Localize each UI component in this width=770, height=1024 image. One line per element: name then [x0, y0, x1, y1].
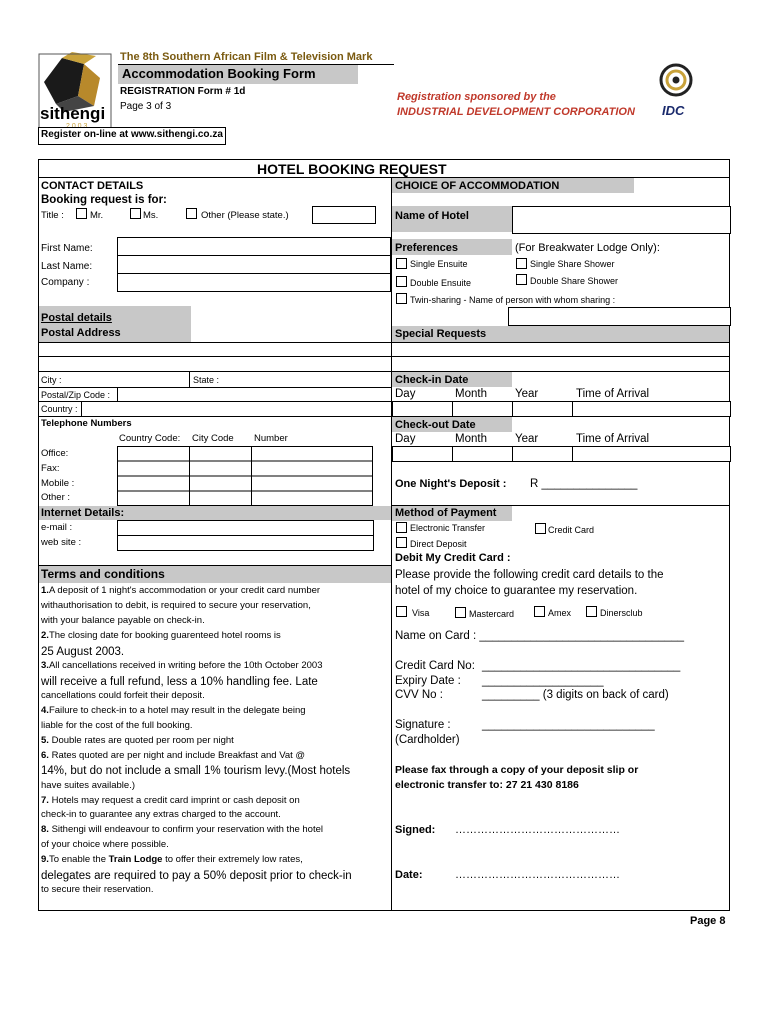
last-name-input[interactable]	[117, 255, 391, 274]
checkin-day: Day	[395, 388, 416, 400]
terms-line-text: of your choice where possible.	[41, 839, 169, 851]
terms-line	[41, 870, 352, 883]
terms-line-number: 5.	[41, 734, 49, 746]
checkin-label: Check-in Date	[395, 374, 469, 386]
checkin-year: Year	[515, 388, 539, 400]
company-label: Company :	[41, 277, 90, 288]
form-title: Accommodation Booking Form	[122, 66, 316, 81]
terms-line	[41, 721, 193, 732]
electronic-checkbox[interactable]	[396, 522, 407, 533]
signature-label: Signature :	[395, 719, 451, 731]
diners-label: Dinersclub	[600, 608, 643, 618]
checkin-time: Time of Arrival	[576, 388, 650, 400]
country-row-rule	[39, 416, 391, 417]
cvv-label: CVV No :	[395, 689, 443, 701]
terms-line-text: Sithengi will endeavour to confirm your reservation with the hotel	[48, 824, 323, 836]
checkin-time-input[interactable]	[572, 401, 731, 417]
number-label: Number	[254, 433, 288, 444]
postal-line-3	[39, 371, 391, 372]
direct-checkbox[interactable]	[396, 537, 407, 548]
terms-line-text: to secure their reservation.	[41, 884, 154, 896]
deposit-label: One Night's Deposit :	[395, 478, 507, 490]
phone-grid[interactable]	[117, 446, 373, 506]
mobile-label: Mobile :	[41, 478, 75, 489]
checkin-month-input[interactable]	[452, 401, 514, 417]
electronic-label: Electronic Transfer	[410, 523, 486, 533]
single-share-label: Single Share Shower	[530, 259, 615, 269]
postal-line-2	[39, 356, 391, 357]
mr-label: Mr.	[90, 210, 104, 221]
first-name-input[interactable]	[117, 237, 391, 256]
city-state-divider	[189, 372, 190, 387]
amex-label: Amex	[548, 608, 572, 618]
form-number: REGISTRATION Form # 1d	[120, 86, 246, 97]
city-code-label: City Code	[192, 433, 234, 444]
postal-code-row-rule	[39, 401, 391, 402]
signed-label: Signed:	[395, 824, 436, 836]
first-name-label: First Name:	[41, 243, 93, 254]
checkout-time: Time of Arrival	[576, 433, 650, 445]
checkout-label: Check-out Date	[395, 419, 476, 431]
terms-line-text: 14%, but do not include a small 1% tourism levy.(Most hotels	[41, 765, 351, 778]
fax-label: Fax:	[41, 463, 60, 474]
other-phone-label: Other :	[41, 492, 71, 503]
twin-sharing-checkbox[interactable]	[396, 293, 407, 304]
terms-line-number: 3.	[41, 659, 49, 671]
ms-checkbox[interactable]	[130, 208, 141, 219]
terms-line	[41, 736, 234, 747]
double-share-checkbox[interactable]	[516, 274, 527, 285]
twin-sharing-label: Twin-sharing - Name of person with whom sharing :	[410, 295, 616, 305]
signature-line[interactable]: ___________________________	[482, 719, 655, 731]
postal-code-label: Postal/Zip Code :	[41, 390, 111, 400]
checkout-time-input[interactable]	[572, 446, 731, 462]
terms-line	[41, 601, 311, 612]
office-label: Office:	[41, 448, 69, 459]
double-ensuite-checkbox[interactable]	[396, 276, 407, 287]
terms-line-text: liable for the cost of the full booking.	[41, 719, 193, 731]
credit-card-label: Credit Card	[548, 525, 595, 535]
special-line-1	[392, 342, 729, 343]
terms-line-number: 9.	[41, 854, 49, 866]
ms-label: Ms.	[143, 210, 159, 221]
hotel-name-label: Name of Hotel	[395, 210, 469, 222]
terms-line-text: Rates quoted are per night and include Breakfast and Vat @	[48, 749, 306, 761]
cc-no-line[interactable]: _______________________________	[482, 660, 681, 672]
single-ensuite-checkbox[interactable]	[396, 258, 407, 269]
terms-line	[41, 616, 205, 627]
terms-line-text: 25 August 2003.	[41, 645, 125, 658]
postal-details: Postal details	[41, 312, 112, 324]
deposit-value[interactable]: R _______________	[530, 478, 638, 490]
terms-line	[41, 631, 281, 642]
terms-heading: Terms and conditions	[41, 567, 165, 581]
terms-line-text: withauthorisation to debit, is required to secure your reservation,	[41, 599, 311, 611]
visa-label: Visa	[412, 608, 430, 618]
checkin-month: Month	[455, 388, 487, 400]
postal-line-1	[39, 342, 391, 343]
direct-label: Direct Deposit	[410, 539, 467, 549]
checkout-day: Day	[395, 433, 416, 445]
debit-title: Debit My Credit Card :	[395, 552, 511, 564]
breakwater-note: (For Breakwater Lodge Only):	[515, 242, 660, 254]
register-online[interactable]: Register on-line at www.sithengi.co.za	[41, 129, 223, 140]
diners-checkbox[interactable]	[586, 606, 597, 617]
train-lodge-emphasis: Train Lodge	[108, 854, 163, 866]
terms-line-text: Failure to check-in to a hotel may result in the delegate being	[48, 704, 306, 716]
terms-line-number: 7.	[41, 794, 49, 806]
page-number: Page 8	[690, 915, 726, 927]
terms-line-text: check-in to guarantee any extras charged to the account.	[41, 809, 281, 821]
checkout-month-input[interactable]	[452, 446, 514, 462]
amex-checkbox[interactable]	[534, 606, 545, 617]
terms-line-number: 6.	[41, 749, 49, 761]
terms-line-text: delegates are required to pay a 50% deposit prior to check-in	[41, 870, 352, 882]
logo-wordmark: sithengi	[40, 104, 106, 123]
terms-line	[41, 706, 306, 717]
event-title: The 8th Southern African Film & Television Mark	[120, 51, 373, 63]
terms-line-number: 1.	[41, 585, 49, 596]
checkout-year: Year	[515, 433, 539, 445]
checkout-year-input[interactable]	[512, 446, 574, 462]
terms-line	[41, 825, 323, 836]
terms-line-number: 2.	[41, 629, 49, 641]
city-row-rule	[39, 387, 391, 388]
name-fields-grid	[117, 237, 390, 292]
signed-dots[interactable]: ………………………………………	[455, 824, 620, 836]
website-input[interactable]	[117, 535, 374, 551]
terms-line-number: 4.	[41, 704, 49, 716]
preferences-label: Preferences	[395, 242, 458, 254]
terms-line	[41, 855, 303, 866]
country-label: Country :	[41, 404, 78, 414]
mastercard-label: Mastercard	[469, 609, 515, 619]
terms-line	[41, 885, 153, 896]
idc-swirl-icon	[658, 58, 694, 102]
last-name-label: Last Name:	[41, 261, 93, 272]
name-on-card[interactable]: Name on Card : ________________________________	[395, 630, 685, 642]
cardholder-label: (Cardholder)	[395, 734, 460, 746]
city-label: City :	[41, 375, 62, 385]
payment-heading: Method of Payment	[395, 507, 497, 519]
terms-line-text: To enable the Train Lodge to offer their extremely low rates,	[48, 854, 303, 866]
visa-checkbox[interactable]	[396, 606, 407, 617]
terms-line-text: with your balance payable on check-in.	[41, 614, 205, 626]
accommodation-heading: CHOICE OF ACCOMMODATION	[395, 180, 560, 192]
terms-line	[41, 840, 169, 851]
terms-line	[41, 751, 305, 762]
terms-line-text: cancellations could forfeit their deposit.	[41, 689, 205, 701]
terms-line-number: 8.	[41, 824, 49, 836]
checkout-day-input[interactable]	[392, 446, 454, 462]
country-divider	[81, 401, 82, 416]
terms-line	[41, 781, 135, 792]
booking-for: Booking request is for:	[41, 194, 167, 206]
payment-instruction-2: hotel of my choice to guarantee my reservation.	[395, 585, 638, 597]
terms-line	[41, 691, 205, 702]
terms-line-text: The closing date for booking guarenteed hotel rooms is	[48, 629, 281, 641]
terms-line-text: will receive a full refund, less a 10% handling fee. Late	[41, 675, 318, 688]
expiry-label: Expiry Date :	[395, 675, 461, 687]
sponsor-line-2: INDUSTRIAL DEVELOPMENT CORPORATION	[397, 106, 635, 118]
terms-line-text: All cancellations received in writing before the 10th October 2003	[48, 659, 323, 671]
expiry-line[interactable]: ___________________	[482, 675, 604, 687]
mr-checkbox[interactable]	[76, 208, 87, 219]
terms-line	[41, 676, 318, 689]
date-label: Date:	[395, 869, 423, 881]
company-input[interactable]	[117, 273, 391, 292]
email-input[interactable]	[117, 520, 374, 536]
page-of: Page 3 of 3	[120, 101, 172, 112]
special-requests-label: Special Requests	[395, 328, 487, 340]
double-share-label: Double Share Shower	[530, 276, 619, 286]
postal-address: Postal Address	[41, 327, 121, 339]
special-line-2	[392, 356, 729, 357]
terms-line-text: Hotels may request a credit card imprint or cash deposit on	[48, 794, 300, 806]
terms-line-text: Double rates are quoted per room per night	[48, 734, 234, 746]
single-share-checkbox[interactable]	[516, 258, 527, 269]
checkout-month: Month	[455, 433, 487, 445]
internet-heading: Internet Details:	[41, 507, 125, 519]
cvv-line[interactable]: _________ (3 digits on back of card)	[482, 689, 669, 701]
email-label: e-mail :	[41, 522, 73, 533]
postal-code-divider	[117, 387, 118, 401]
sponsor-line-1: Registration sponsored by the	[397, 91, 556, 103]
idc-logo-text: IDC	[662, 103, 685, 118]
terms-line	[41, 586, 320, 597]
fax-note-1: Please fax through a copy of your deposit slip or	[395, 764, 639, 776]
credit-card-checkbox[interactable]	[535, 523, 546, 534]
payment-instruction-1: Please provide the following credit card details to the	[395, 569, 664, 581]
checkin-year-input[interactable]	[512, 401, 574, 417]
phone-grid-lines	[117, 446, 373, 506]
terms-line	[41, 810, 281, 821]
terms-line	[41, 765, 350, 778]
idc-logo	[658, 58, 694, 102]
terms-line	[41, 646, 124, 659]
terms-line	[41, 661, 323, 672]
mastercard-checkbox[interactable]	[455, 607, 466, 618]
twin-sharing-input[interactable]	[508, 307, 731, 326]
terms-line-text: have suites available.)	[41, 779, 135, 791]
checkin-day-input[interactable]	[392, 401, 454, 417]
other-title-checkbox[interactable]	[186, 208, 197, 219]
title-label: Title :	[41, 210, 64, 221]
country-code-label: Country Code:	[119, 433, 181, 444]
double-ensuite-label: Double Ensuite	[410, 278, 472, 288]
hotel-name-input[interactable]	[512, 206, 731, 234]
website-label: web site :	[41, 537, 82, 548]
contact-heading: CONTACT DETAILS	[41, 180, 144, 192]
single-ensuite-label: Single Ensuite	[410, 259, 468, 269]
date-dots[interactable]: ………………………………………	[455, 869, 620, 881]
cc-no-label: Credit Card No:	[395, 660, 475, 672]
fax-note-2: electronic transfer to: 27 21 430 8186	[395, 779, 579, 791]
other-title-input[interactable]	[312, 206, 376, 224]
other-title-label: Other (Please state.)	[201, 210, 289, 221]
terms-line	[41, 796, 300, 807]
state-label: State :	[193, 375, 220, 385]
terms-line-text: A deposit of 1 night's accommodation or your credit card number	[48, 585, 321, 596]
hotel-booking-title: HOTEL BOOKING REQUEST	[257, 161, 447, 177]
telephone-heading: Telephone Numbers	[41, 418, 132, 429]
